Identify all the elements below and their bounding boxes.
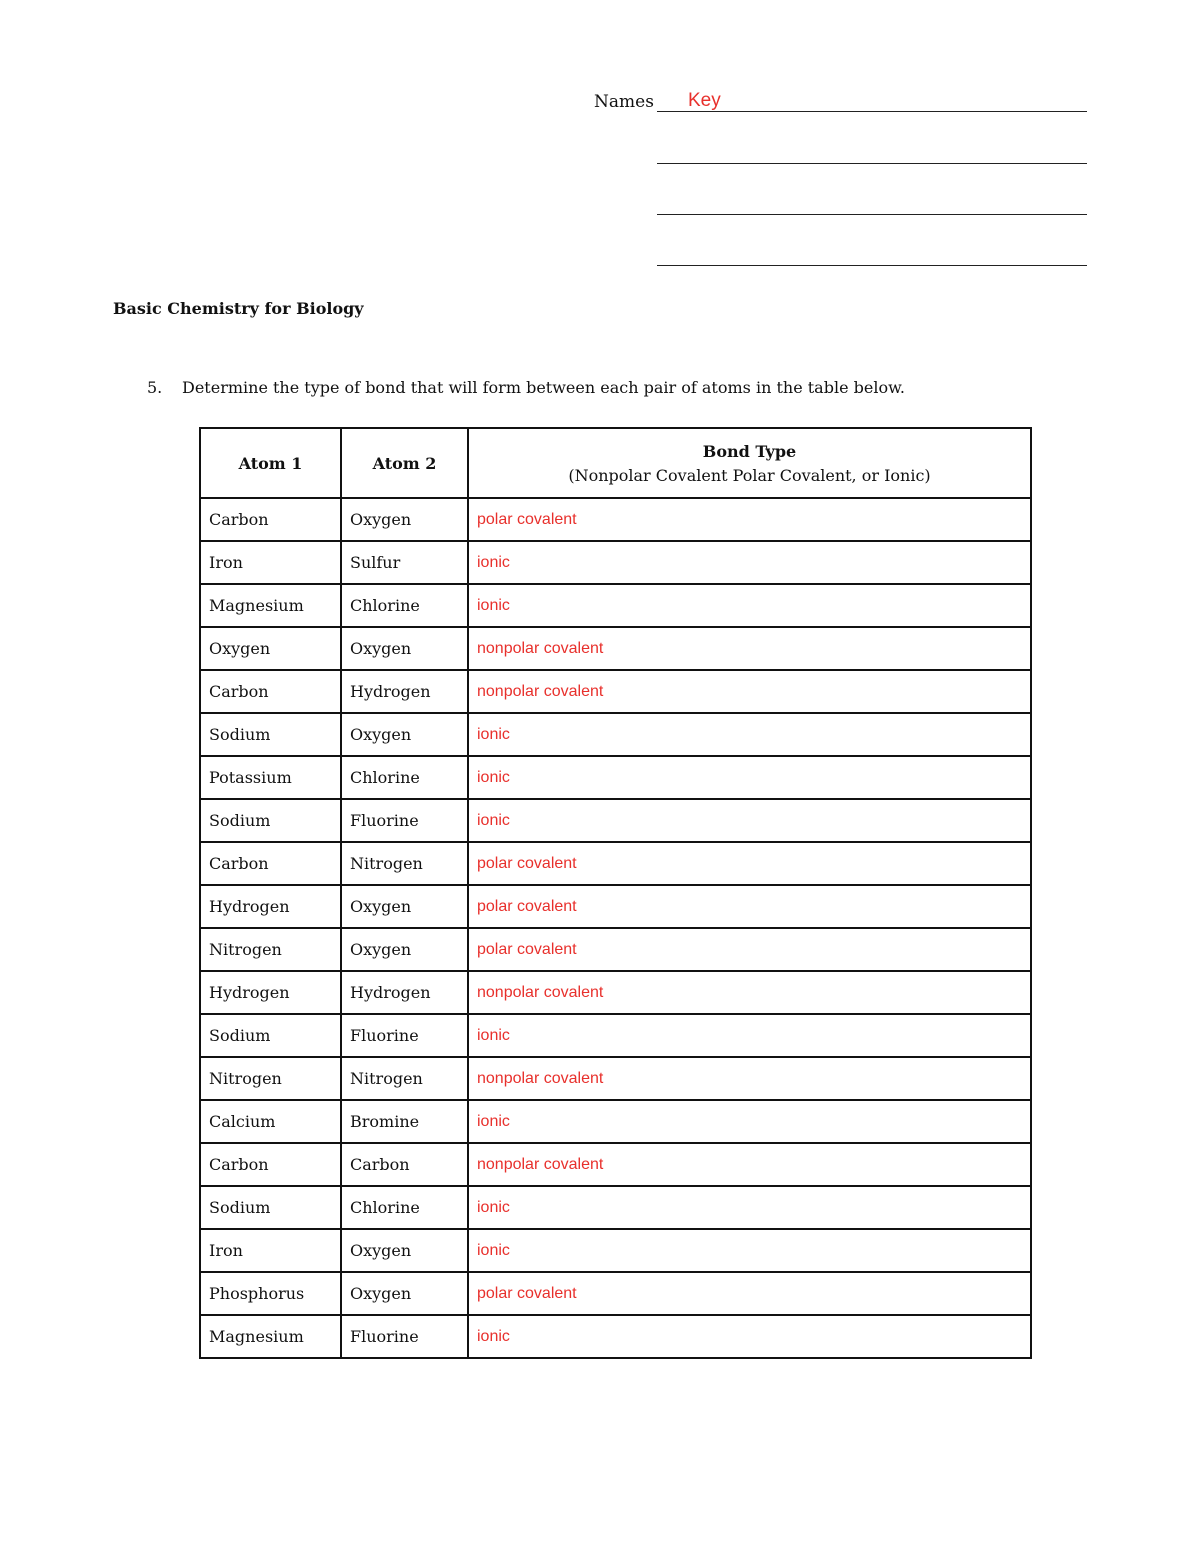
atom1-cell: Oxygen xyxy=(200,627,341,670)
table-row xyxy=(200,541,1031,584)
atom1-cell: Iron xyxy=(200,541,341,584)
atom2-cell: Oxygen xyxy=(341,498,468,541)
header-bond-type-title: Bond Type xyxy=(702,441,797,461)
atom1-cell: Nitrogen xyxy=(200,928,341,971)
table-row xyxy=(200,885,1031,928)
table-row xyxy=(200,756,1031,799)
bond-table xyxy=(199,427,1032,1359)
atom1-cell: Carbon xyxy=(200,842,341,885)
atom2-cell: Sulfur xyxy=(341,541,468,584)
table-row xyxy=(200,1057,1031,1100)
atom2-cell: Fluorine xyxy=(341,1315,468,1358)
atom2-cell: Nitrogen xyxy=(341,1057,468,1100)
atom1-cell: Sodium xyxy=(200,1186,341,1229)
bond-type-answer[interactable]: nonpolar covalent xyxy=(468,1057,1031,1100)
atom2-cell: Hydrogen xyxy=(341,971,468,1014)
document-title: Basic Chemistry for Biology xyxy=(113,299,364,318)
bond-type-answer[interactable]: nonpolar covalent xyxy=(468,627,1031,670)
name-line-4[interactable] xyxy=(657,265,1087,266)
table-row xyxy=(200,1272,1031,1315)
atom2-cell: Fluorine xyxy=(341,1014,468,1057)
bond-type-answer[interactable]: ionic xyxy=(468,756,1031,799)
question-text: Determine the type of bond that will form between each pair of atoms in the table below. xyxy=(182,378,905,397)
bond-type-answer[interactable]: polar covalent xyxy=(468,842,1031,885)
atom1-cell: Nitrogen xyxy=(200,1057,341,1100)
header-atom1: Atom 1 xyxy=(200,428,341,498)
table-row xyxy=(200,1014,1031,1057)
name-line-1[interactable] xyxy=(657,111,1087,112)
name-line-2[interactable] xyxy=(657,163,1087,164)
atom2-cell: Oxygen xyxy=(341,1229,468,1272)
bond-type-answer[interactable]: polar covalent xyxy=(468,498,1031,541)
table-row xyxy=(200,670,1031,713)
atom2-cell: Oxygen xyxy=(341,885,468,928)
header-atom2: Atom 2 xyxy=(341,428,468,498)
table-row xyxy=(200,1315,1031,1358)
bond-type-answer[interactable]: ionic xyxy=(468,1100,1031,1143)
bond-type-answer[interactable]: ionic xyxy=(468,1229,1031,1272)
table-row xyxy=(200,842,1031,885)
bond-type-answer[interactable]: ionic xyxy=(468,541,1031,584)
atom2-cell: Fluorine xyxy=(341,799,468,842)
table-row xyxy=(200,1143,1031,1186)
bond-type-answer[interactable]: polar covalent xyxy=(468,1272,1031,1315)
atom1-cell: Iron xyxy=(200,1229,341,1272)
bond-type-answer[interactable]: ionic xyxy=(468,1186,1031,1229)
atom1-cell: Carbon xyxy=(200,1143,341,1186)
table-body xyxy=(200,498,1031,1358)
atom1-cell: Magnesium xyxy=(200,1315,341,1358)
table-row xyxy=(200,799,1031,842)
bond-type-answer[interactable]: ionic xyxy=(468,1315,1031,1358)
bond-type-answer[interactable]: nonpolar covalent xyxy=(468,670,1031,713)
atom2-cell: Oxygen xyxy=(341,627,468,670)
name-line-3[interactable] xyxy=(657,214,1087,215)
atom2-cell: Carbon xyxy=(341,1143,468,1186)
bond-type-answer[interactable]: polar covalent xyxy=(468,885,1031,928)
atom2-cell: Chlorine xyxy=(341,1186,468,1229)
table-header-row xyxy=(200,428,1031,498)
atom2-cell: Nitrogen xyxy=(341,842,468,885)
table-row xyxy=(200,1100,1031,1143)
atom2-cell: Chlorine xyxy=(341,756,468,799)
table-row xyxy=(200,713,1031,756)
atom1-cell: Sodium xyxy=(200,1014,341,1057)
atom2-cell: Oxygen xyxy=(341,928,468,971)
table-row xyxy=(200,627,1031,670)
atom1-cell: Calcium xyxy=(200,1100,341,1143)
atom2-cell: Oxygen xyxy=(341,713,468,756)
header-bond-type xyxy=(468,428,1031,498)
bond-type-answer[interactable]: nonpolar covalent xyxy=(468,971,1031,1014)
question-number: 5. xyxy=(147,378,163,397)
names-label: Names xyxy=(594,92,654,112)
names-value[interactable]: Key xyxy=(688,90,721,111)
bond-type-answer[interactable]: ionic xyxy=(468,799,1031,842)
atom1-cell: Carbon xyxy=(200,498,341,541)
atom1-cell: Carbon xyxy=(200,670,341,713)
table-row xyxy=(200,1229,1031,1272)
atom1-cell: Hydrogen xyxy=(200,885,341,928)
atom1-cell: Potassium xyxy=(200,756,341,799)
bond-type-answer[interactable]: ionic xyxy=(468,1014,1031,1057)
atom2-cell: Bromine xyxy=(341,1100,468,1143)
bond-type-answer[interactable]: ionic xyxy=(468,713,1031,756)
table-row xyxy=(200,498,1031,541)
atom2-cell: Oxygen xyxy=(341,1272,468,1315)
bond-type-answer[interactable]: nonpolar covalent xyxy=(468,1143,1031,1186)
table-row xyxy=(200,928,1031,971)
atom2-cell: Hydrogen xyxy=(341,670,468,713)
table-row xyxy=(200,971,1031,1014)
atom1-cell: Hydrogen xyxy=(200,971,341,1014)
header-bond-type-subtitle: (Nonpolar Covalent Polar Covalent, or Ionic) xyxy=(568,465,931,485)
atom1-cell: Sodium xyxy=(200,799,341,842)
bond-type-answer[interactable]: polar covalent xyxy=(468,928,1031,971)
table-row xyxy=(200,584,1031,627)
atom2-cell: Chlorine xyxy=(341,584,468,627)
bond-type-answer[interactable]: ionic xyxy=(468,584,1031,627)
atom1-cell: Sodium xyxy=(200,713,341,756)
atom1-cell: Phosphorus xyxy=(200,1272,341,1315)
table-row xyxy=(200,1186,1031,1229)
atom1-cell: Magnesium xyxy=(200,584,341,627)
